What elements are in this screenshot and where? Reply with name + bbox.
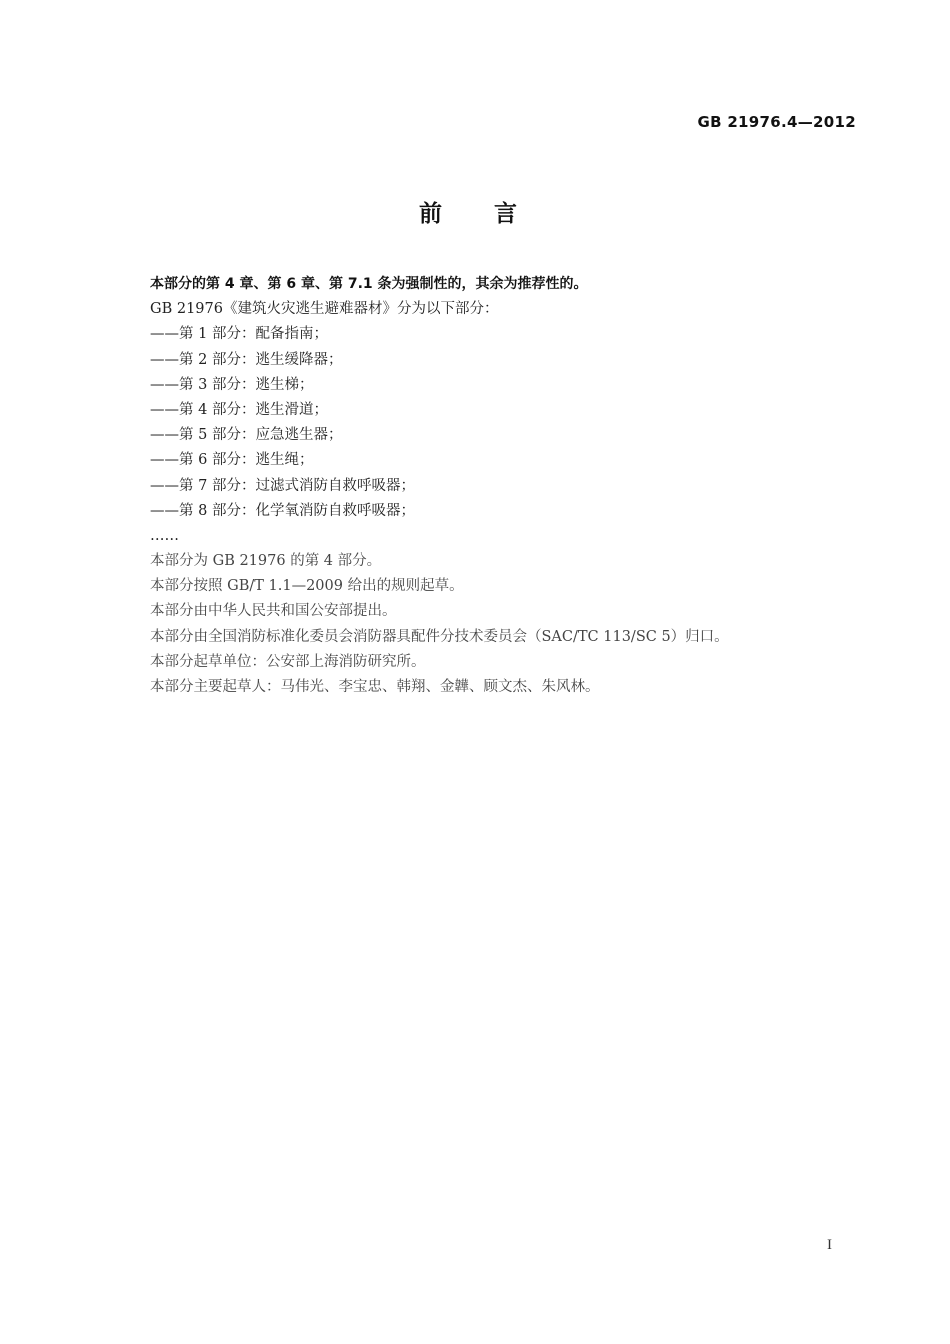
part-list-item: ——第 7 部分：过滤式消防自救呼吸器；	[150, 477, 415, 494]
main-drafters: 本部分主要起草人：马伟光、李宝忠、韩翔、金韡、顾文杰、朱风林。	[150, 679, 600, 695]
part-list-item: ——第 1 部分：配备指南；	[150, 326, 328, 343]
mandatory-statement: 本部分的第 4 章、第 6 章、第 7.1 条为强制性的，其余为推荐性的。	[150, 276, 588, 292]
page-title: 前言	[419, 201, 569, 227]
part-list-item: ——第 5 部分：应急逃生器；	[150, 427, 343, 444]
part-list-item: ——第 2 部分：逃生缓降器；	[150, 351, 343, 368]
proposer: 本部分由中华人民共和国公安部提出。	[150, 603, 397, 620]
part-list-item: ——第 6 部分：逃生绳；	[150, 452, 314, 469]
part-list-item: ——第 4 部分：逃生滑道；	[150, 401, 328, 418]
standard-number: GB 21976.4—2012	[697, 113, 856, 131]
series-intro: GB 21976《建筑火灾逃生避难器材》分为以下部分：	[150, 301, 499, 318]
part-list-item: ——第 3 部分：逃生梯；	[150, 376, 314, 393]
foreword-body	[150, 272, 850, 700]
drafting-rules: 本部分按照 GB/T 1.1—2009 给出的规则起草。	[150, 578, 464, 595]
drafting-organization: 本部分起草单位：公安部上海消防研究所。	[150, 653, 426, 670]
page-number: I	[827, 1237, 832, 1253]
list-ellipsis: ……	[150, 527, 179, 544]
part-list-item: ——第 8 部分：化学氧消防自救呼吸器；	[150, 502, 415, 519]
responsible-committee: 本部分由全国消防标准化委员会消防器具配件分技术委员会（SAC/TC 113/SC 5）归口。	[150, 628, 729, 645]
part-statement: 本部分为 GB 21976 的第 4 部分。	[150, 553, 382, 570]
